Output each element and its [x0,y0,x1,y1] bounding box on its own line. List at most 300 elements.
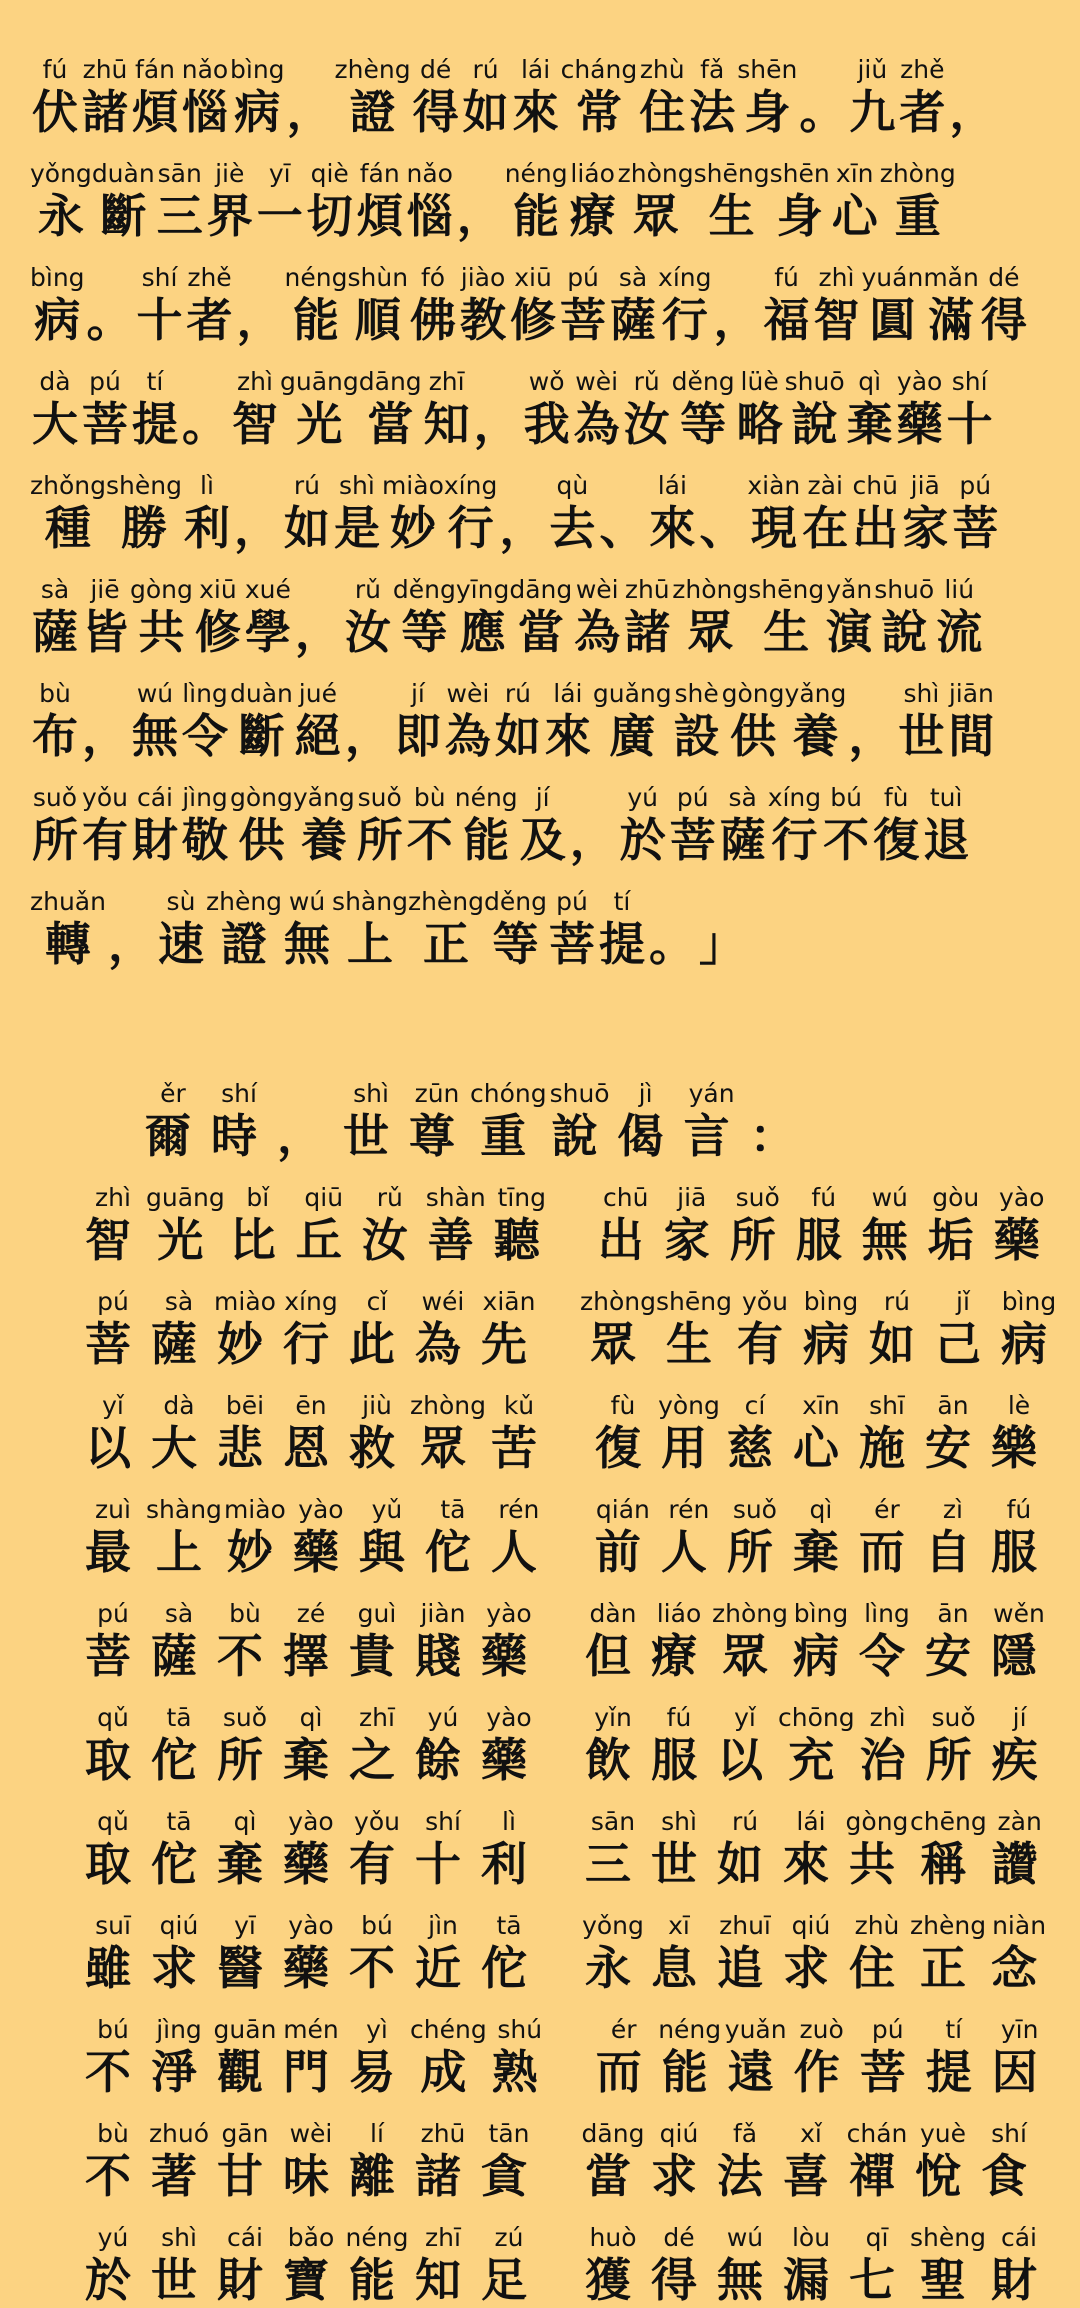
character-cell [476,1808,542,1892]
hanzi: 三 [156,189,203,243]
character-cell [791,1184,857,1268]
character-cell [458,264,508,348]
character-cell [408,264,458,348]
character-cell [986,1392,1052,1476]
character-cell [476,2120,542,2204]
pinyin: chōng [778,1703,855,1732]
character-cell [910,2224,986,2308]
hanzi: 喜 [783,2149,829,2203]
pinyin: zhòng [580,1287,656,1316]
character-cell [212,1600,278,1684]
pinyin: shì [353,1079,389,1108]
pinyin: duàn [91,159,155,188]
hanzi: 佗 [424,1525,471,1579]
pinyin: sān [590,1807,636,1836]
pinyin: zhì [818,263,855,292]
verse-second-half [580,1288,1062,1372]
pinyin: shí [951,367,988,396]
pinyin: qiū [304,1183,344,1212]
character-cell [80,680,130,764]
hanzi: 者 [899,85,946,139]
hanzi: 皆 [82,605,128,659]
character-cell [410,2120,476,2204]
character-cell [788,1496,854,1580]
character-cell [712,1600,788,1684]
hanzi: 等 [492,917,539,971]
hanzi: 為 [573,397,620,451]
hanzi: 藥 [993,1213,1040,1267]
character-cell [80,784,130,868]
hanzi: 不 [406,813,453,867]
hanzi: 生 [708,189,755,243]
pinyin: zhì [869,1703,906,1732]
pinyin: xǐ [800,2119,822,2148]
hanzi: 讚 [991,1837,1038,1891]
hanzi: ， [456,189,503,243]
character-cell [896,680,946,764]
pinyin: fú [1006,1495,1032,1524]
hanzi: 為 [444,709,491,763]
hanzi: 病 [792,1629,839,1683]
character-cell [880,160,956,244]
character-cell [725,1184,791,1268]
character-cell [80,2120,146,2204]
character-cell [130,680,180,764]
hanzi: 賤 [415,1629,461,1683]
pinyin: zhī [425,2223,461,2252]
character-cell [476,1912,542,1996]
hanzi: 稱 [920,1837,967,1891]
hanzi: 說 [881,605,928,659]
pinyin: zuì [95,1495,131,1524]
hanzi: 能 [349,2253,395,2307]
pinyin: shí [221,1079,257,1108]
pinyin: lòu [791,2223,831,2252]
pinyin: bù [229,1599,261,1628]
character-cell [622,576,672,660]
pinyin: rén [668,1495,710,1524]
hanzi: 服 [990,1525,1037,1579]
hanzi: 養 [300,813,347,867]
hanzi: 來 [512,85,559,139]
pinyin: bú [97,2015,129,2044]
pinyin: sà [728,783,757,812]
character-cell [80,1184,146,1268]
character-cell [778,1912,844,1996]
pinyin: shì [903,679,940,708]
hanzi: 、 [699,501,746,555]
character-cell [697,888,747,972]
verse-intro-line [140,1060,1040,1164]
character-cell [778,2224,844,2308]
character-cell [410,2224,476,2308]
character-cell [80,1912,146,1996]
character-cell [712,264,762,348]
pinyin: jiǔ [857,55,888,84]
verse-first-half [80,1808,542,1892]
verse-line [80,2204,1040,2308]
hanzi: 現 [750,501,797,555]
hanzi: 養 [792,709,839,763]
character-cell [672,368,735,452]
hanzi: 即 [394,709,441,763]
hanzi: 爾 [145,1109,191,1163]
pinyin: xíng [443,471,498,500]
character-cell [212,2016,278,2100]
pinyin: dà [39,367,71,396]
pinyin: sān [157,159,202,188]
character-cell [580,2224,646,2308]
pinyin: yú [97,2223,129,2252]
pinyin: chéng [410,2015,487,2044]
character-cell [732,1288,798,1372]
character-cell [923,264,979,348]
pinyin: dāng [358,367,422,396]
pinyin: miào [381,471,444,500]
character-cell [850,472,900,556]
hanzi: 如 [283,501,330,555]
pinyin: gòng [230,783,293,812]
verse-second-half [580,1704,1053,1788]
pinyin: zhòng [617,159,694,188]
character-cell [788,1600,854,1684]
pinyin: nǎo [406,159,453,188]
hanzi: 汝 [361,1213,408,1267]
pinyin: dāng [581,2119,645,2148]
pinyin: rú [472,55,499,84]
character-cell [455,160,505,244]
hanzi: 」 [698,917,745,971]
hanzi: 薩 [151,1629,197,1683]
pinyin: xiàn [747,471,801,500]
character-cell [291,1184,357,1268]
verse-first-half [80,1496,552,1580]
character-cell [382,472,444,556]
character-cell [30,680,80,764]
hanzi: 為 [415,1317,461,1371]
character-cell [934,576,984,660]
hanzi: 病 [1000,1317,1047,1371]
pinyin: yào [298,1495,344,1524]
character-cell [225,1184,291,1268]
pinyin: rǔ [633,367,660,396]
pinyin: xiū [199,575,237,604]
character-cell [80,368,130,452]
hanzi: 。 [182,397,228,451]
hanzi: 先 [481,1317,527,1371]
hanzi: 不 [85,2149,131,2203]
hanzi: 生 [665,1317,712,1371]
character-cell [232,472,282,556]
pinyin: zé [296,1599,326,1628]
pinyin: yǒu [741,1287,788,1316]
verse-line [80,1268,1057,1372]
pinyin: jìng [156,2015,202,2044]
hanzi: 世 [151,2253,197,2307]
character-cell [456,576,509,660]
pinyin: lái [553,679,583,708]
pinyin: zhèng [334,55,411,84]
verse-line [80,1892,1047,1996]
hanzi: 足 [481,2253,527,2307]
character-cell [155,160,205,244]
character-cell [393,680,443,764]
hanzi: 是 [333,501,380,555]
hanzi: 來 [649,501,696,555]
pinyin: bú [830,783,863,812]
hanzi: 斷 [100,189,147,243]
pinyin: shì [339,471,375,500]
character-cell [910,1808,987,1892]
pinyin: shí [425,1807,461,1836]
character-cell [344,2120,410,2204]
hanzi: 住 [849,1941,895,1995]
hanzi: 此 [349,1317,395,1371]
hanzi: 薩 [719,813,766,867]
character-cell [770,160,830,244]
pinyin: jiè [215,159,245,188]
pinyin: lái [796,1807,826,1836]
character-cell [712,1912,778,1996]
hanzi: 家 [902,501,949,555]
hanzi: 安 [924,1629,971,1683]
character-cell [618,160,694,244]
pinyin: zhī [428,367,465,396]
hanzi: 藥 [283,1837,329,1891]
hanzi: 追 [717,1941,763,1995]
hanzi: 安 [924,1421,971,1475]
hanzi: 行 [283,1317,329,1371]
pinyin: suǒ [32,783,78,812]
prose-line [30,36,1060,140]
pinyin: zhòng [879,159,956,188]
hanzi: 斷 [238,709,285,763]
character-cell [146,1704,212,1788]
character-cell [130,368,180,452]
hanzi: 所 [32,813,78,867]
hanzi: 苦 [490,1421,537,1475]
verse-first-half [80,1392,552,1476]
pinyin: fú [42,55,68,84]
character-cell [800,472,850,556]
hanzi: 轉 [44,917,91,971]
hanzi: 大 [32,397,78,451]
character-cell [344,2016,410,2100]
pinyin: guāng [146,1183,225,1212]
pinyin: fù [610,1391,636,1420]
hanzi: 前 [594,1525,641,1579]
character-cell [180,784,230,868]
hanzi: 當 [517,605,564,659]
pinyin: cǐ [366,1287,388,1316]
character-cell [659,1184,725,1268]
hanzi: 棄 [792,1525,839,1579]
pinyin: bǐ [246,1183,270,1212]
pinyin: qián [595,1495,650,1524]
pinyin: bǎo [287,2223,335,2252]
character-cell [830,160,880,244]
hanzi: 薩 [610,293,657,347]
hanzi: 聽 [493,1213,540,1267]
character-cell [80,1808,146,1892]
pinyin: yǎng [784,679,847,708]
character-cell [947,56,997,140]
character-cell [722,1496,788,1580]
hanzi: 而 [595,2045,642,2099]
character-cell [305,160,355,244]
pinyin: shàng [146,1495,222,1524]
character-cell [180,680,230,764]
verse-line [80,1996,1040,2100]
character-cell [986,1912,1052,1996]
character-cell [785,680,847,764]
hanzi: 身 [744,85,791,139]
character-cell [230,368,280,452]
character-cell [672,576,748,660]
character-cell [156,888,206,972]
character-cell [989,1184,1055,1268]
hanzi: 切 [306,189,353,243]
character-cell [410,1808,476,1892]
character-cell [146,1496,222,1580]
hanzi: 圓 [869,293,916,347]
hanzi: 重 [480,1109,527,1163]
pinyin: shèng [910,2223,986,2252]
pinyin: rú [504,679,531,708]
character-cell [735,368,785,452]
character-cell [354,1496,420,1580]
pinyin: zhì [95,1183,131,1212]
character-cell [146,2224,212,2308]
pinyin: néng [454,783,518,812]
pinyin: děng [671,367,735,396]
verse-first-half [80,1912,542,1996]
verse-first-half [80,2016,553,2100]
verse-line [80,2100,1040,2204]
hanzi: ： [749,1109,796,1163]
character-cell [910,1912,986,1996]
verse-first-half [80,1184,555,1268]
pinyin: ān [937,1599,969,1628]
pinyin: zhuó [148,2119,210,2148]
hanzi: 福 [763,293,810,347]
hanzi: ， [236,293,283,347]
character-cell [359,368,422,452]
hanzi: 觀 [217,2045,263,2099]
pinyin: guān [213,2015,277,2044]
character-cell [580,1288,656,1372]
hanzi: 等 [401,605,448,659]
character-cell [180,56,230,140]
pinyin: zhèng [407,887,485,916]
hanzi: 永 [37,189,84,243]
hanzi: 提 [925,2045,972,2099]
hanzi: 如 [462,85,509,139]
pinyin: lè [1007,1391,1031,1420]
pinyin: shēn [737,55,798,84]
hanzi: 貴 [349,1629,395,1683]
character-cell [568,784,618,868]
character-cell [146,1184,225,1268]
pinyin: yǒu [354,1807,400,1836]
hanzi: 出 [852,501,899,555]
verse-line [80,1580,1045,1684]
character-cell [344,1912,410,1996]
hanzi: 來 [783,1837,829,1891]
pinyin: jiā [677,1183,707,1212]
pinyin: pú [556,887,588,916]
character-cell [646,2120,712,2204]
pinyin: bù [39,679,71,708]
pinyin: qì [233,1807,257,1836]
character-cell [355,784,405,868]
pinyin: jì [638,1079,653,1108]
character-cell [344,1288,410,1372]
hanzi: 菩 [669,813,716,867]
hanzi: 十 [136,293,183,347]
prose-line [30,140,1060,244]
pinyin: tīng [497,1183,546,1212]
pinyin: zhì [237,367,273,396]
character-cell [718,784,768,868]
character-cell [230,784,293,868]
character-cell [344,1808,410,1892]
hanzi: 熟 [491,2045,538,2099]
hanzi: 所 [217,1733,263,1787]
character-cell [180,368,230,452]
character-cell [355,160,405,244]
character-cell [140,1080,206,1164]
pinyin: qì [299,1703,323,1732]
hanzi: 人 [490,1525,537,1579]
hanzi: 但 [585,1629,631,1683]
character-cell [920,1496,986,1580]
hanzi: 禪 [849,2149,895,2203]
hanzi: 及 [519,813,566,867]
character-cell [338,1080,404,1164]
hanzi: 藥 [481,1733,527,1787]
hanzi: ， [107,917,154,971]
hanzi: 智 [85,1213,131,1267]
character-cell [30,784,80,868]
hanzi: 汝 [344,605,391,659]
hanzi: 不 [85,2045,131,2099]
character-cell [986,1496,1052,1580]
pinyin: fú [811,1183,837,1212]
character-cell [278,1808,344,1892]
character-cell [357,1184,423,1268]
pinyin: tuì [929,783,963,812]
hanzi: 眾 [589,1317,636,1371]
character-cell [212,1704,278,1788]
hanzi: 修 [510,293,557,347]
character-cell [80,1496,146,1580]
hanzi: 上 [155,1525,202,1579]
character-cell [987,1808,1053,1892]
pinyin: yào [288,1911,334,1940]
hanzi: 人 [660,1525,707,1579]
pinyin: wèi [446,679,490,708]
pinyin: tí [146,367,164,396]
hanzi: 求 [651,2149,697,2203]
pinyin: wú [136,679,174,708]
pinyin: wèi [575,575,619,604]
character-cell [723,2016,789,2100]
character-cell [146,1288,212,1372]
character-cell [278,1912,344,1996]
hanzi: 服 [651,1733,697,1787]
hanzi: 所 [726,1525,773,1579]
